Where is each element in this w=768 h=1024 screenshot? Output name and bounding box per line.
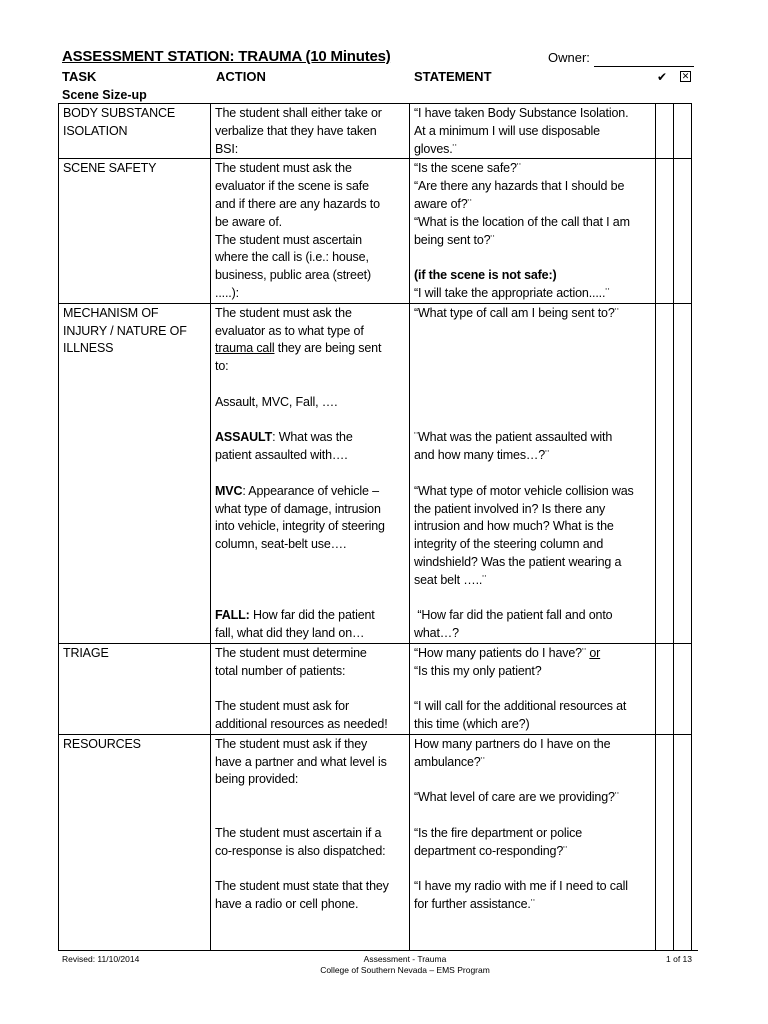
check-cell[interactable] xyxy=(656,734,674,950)
statement-cell xyxy=(410,643,656,734)
action-line: what type of damage, intrusion xyxy=(215,501,381,516)
action-cell xyxy=(211,303,410,643)
statement-line: “What type of motor vehicle collision was xyxy=(414,483,634,498)
action-line: The student shall either take or xyxy=(215,106,382,120)
underlined-or: or xyxy=(589,645,601,660)
task-cell xyxy=(59,159,211,303)
action-line: into vehicle, integrity of steering xyxy=(215,519,385,534)
footer-center xyxy=(280,954,530,976)
action-cell xyxy=(211,104,410,159)
task-cell xyxy=(59,104,211,159)
check-cell[interactable] xyxy=(656,643,674,734)
spacer xyxy=(414,681,651,699)
action-line xyxy=(215,607,405,625)
action-cell xyxy=(211,159,410,303)
action-line: The student must state that they xyxy=(215,879,389,894)
statement-line: “What level of care are we providing?¨ xyxy=(414,790,619,805)
statement-line: “I will take the appropriate action.....¨ xyxy=(414,285,610,300)
task-cell xyxy=(59,734,211,950)
statement-line: “What is the location of the call that I am xyxy=(414,214,630,229)
action-line: evaluator as to what type of xyxy=(215,323,364,338)
spacer xyxy=(414,860,651,878)
task-line: BODY SUBSTANCE xyxy=(63,106,176,120)
statement-line: “Are there any hazards that I should be xyxy=(414,179,625,194)
spacer xyxy=(414,340,651,358)
action-text: How far did the patient xyxy=(249,608,375,623)
action-text: they are being sent xyxy=(274,341,382,356)
task-line: ILLNESS xyxy=(63,341,114,356)
action-line: The student must ask the xyxy=(215,305,352,320)
task-line: RESOURCES xyxy=(63,736,141,751)
spacer xyxy=(414,465,651,483)
spacer xyxy=(414,807,651,825)
table-row-scene-safety xyxy=(59,159,692,303)
table-row-triage xyxy=(59,643,692,734)
task-line: TRIAGE xyxy=(63,645,109,660)
spacer xyxy=(215,789,405,807)
spacer xyxy=(215,376,405,394)
owner-label: Owner: xyxy=(548,50,590,65)
task-cell xyxy=(59,303,211,643)
statement-line: gloves.¨ xyxy=(414,141,457,156)
action-line: verbalize that they have taken xyxy=(215,123,377,138)
action-text: : Appearance of vehicle – xyxy=(242,483,379,498)
action-line: The student must ask for xyxy=(215,699,349,714)
action-line: where the call is (i.e.: house, xyxy=(215,250,369,265)
owner-blank-line xyxy=(594,52,694,67)
spacer xyxy=(414,249,651,267)
action-line: The student must determine xyxy=(215,645,367,660)
spacer xyxy=(215,412,405,430)
statement-line: “I have my radio with me if I need to call xyxy=(414,879,628,894)
action-line xyxy=(215,340,405,358)
statement-line: aware of?¨ xyxy=(414,196,472,211)
spacer xyxy=(215,860,405,878)
action-line: being provided: xyxy=(215,772,299,787)
action-line: have a radio or cell phone. xyxy=(215,897,359,912)
statement-line: “What type of call am I being sent to?¨ xyxy=(414,305,619,320)
fail-cell[interactable] xyxy=(674,104,692,159)
section-heading: Scene Size-up xyxy=(62,88,147,102)
footer-page-number: 1 of 13 xyxy=(666,954,692,964)
action-line: column, seat-belt use…. xyxy=(215,537,347,552)
footer-revised: Revised: 11/10/2014 xyxy=(62,954,140,964)
task-line: SCENE SAFETY xyxy=(63,161,157,176)
action-line: to: xyxy=(215,359,229,374)
statement-line: windshield? Was the patient wearing a xyxy=(414,554,622,569)
statement-line: the patient involved in? Is there any xyxy=(414,501,606,516)
spacer xyxy=(215,590,405,608)
task-line: MECHANISM OF xyxy=(63,305,159,320)
statement-line xyxy=(414,645,651,663)
fall-label: FALL: xyxy=(215,608,250,623)
mvc-label: MVC xyxy=(215,483,243,498)
statement-condition: (if the scene is not safe:) xyxy=(414,268,557,283)
statement-line: and how many times…?¨ xyxy=(414,448,550,463)
spacer xyxy=(215,465,405,483)
action-line xyxy=(215,429,405,447)
statement-cell xyxy=(410,159,656,303)
owner-field xyxy=(548,49,694,67)
task-line: INJURY / NATURE OF xyxy=(63,323,187,338)
action-line: co-response is also dispatched: xyxy=(215,843,386,858)
fail-cell[interactable] xyxy=(674,734,692,950)
fail-cell[interactable] xyxy=(674,303,692,643)
action-line: Assault, MVC, Fall, …. xyxy=(215,394,338,409)
statement-text: “How many patients do I have?¨ xyxy=(414,645,590,660)
table-row-resources xyxy=(59,734,692,950)
statement-line: “Is this my only patient? xyxy=(414,663,542,678)
action-line: .....): xyxy=(215,285,239,300)
statement-line: seat belt …..¨ xyxy=(414,572,487,587)
action-cell xyxy=(211,643,410,734)
action-line: The student must ascertain xyxy=(215,232,362,247)
action-line: and if there are any hazards to xyxy=(215,196,380,211)
statement-line: ¨What was the patient assaulted with xyxy=(414,430,613,445)
action-line: fall, what did they land on… xyxy=(215,626,365,641)
assault-label: ASSAULT xyxy=(215,430,273,445)
spacer xyxy=(215,554,405,572)
spacer xyxy=(414,590,651,608)
spacer xyxy=(414,771,651,789)
title-row xyxy=(62,48,698,68)
spacer xyxy=(215,681,405,699)
action-line: business, public area (street) xyxy=(215,268,371,283)
statement-cell xyxy=(410,104,656,159)
statement-line: “Is the fire department or police xyxy=(414,825,583,840)
action-line: The student must ask if they xyxy=(215,736,368,751)
fail-cell[interactable] xyxy=(674,159,692,303)
checkmark-icon: ✔ xyxy=(657,70,668,84)
statement-line: what…? xyxy=(414,626,459,641)
statement-line: At a minimum I will use disposable xyxy=(414,123,600,138)
action-text: : What was the xyxy=(272,430,353,445)
spacer xyxy=(215,572,405,590)
spacer xyxy=(414,412,651,430)
statement-line: “Is the scene safe?¨ xyxy=(414,161,521,176)
statement-line: integrity of the steering column and xyxy=(414,537,604,552)
document-title: ASSESSMENT STATION: TRAUMA (10 Minutes) xyxy=(62,48,391,65)
spacer xyxy=(215,807,405,825)
statement-line: “I have taken Body Substance Isolation. xyxy=(414,106,629,120)
statement-line: for further assistance.¨ xyxy=(414,897,535,912)
column-header-statement: STATEMENT xyxy=(414,69,492,84)
statement-line: department co-responding?¨ xyxy=(414,843,568,858)
action-cell xyxy=(211,734,410,950)
action-line: have a partner and what level is xyxy=(215,754,387,769)
statement-line: How many partners do I have on the xyxy=(414,736,611,751)
underlined-term: trauma call xyxy=(215,341,275,356)
column-header-action: ACTION xyxy=(216,69,266,84)
action-line: patient assaulted with…. xyxy=(215,448,348,463)
task-line: ISOLATION xyxy=(63,123,128,138)
spacer xyxy=(414,394,651,412)
table-row-mechanism-of-injury xyxy=(59,303,692,643)
footer-rule xyxy=(62,950,698,951)
statement-cell xyxy=(410,734,656,950)
action-line: additional resources as needed! xyxy=(215,717,388,732)
fail-cell[interactable] xyxy=(674,643,692,734)
table-row-bsi xyxy=(59,104,692,159)
action-line: total number of patients: xyxy=(215,663,346,678)
boxed-x-icon: ✕ xyxy=(681,71,690,81)
statement-line: “How far did the patient fall and onto xyxy=(414,608,613,623)
statement-line: “I will call for the additional resources at xyxy=(414,699,627,714)
check-cell[interactable] xyxy=(656,159,674,303)
column-header-task: TASK xyxy=(62,69,97,84)
statement-line: intrusion and how much? What is the xyxy=(414,519,614,534)
footer-doc-name: Assessment - Trauma xyxy=(363,954,447,964)
action-line: be aware of. xyxy=(215,214,282,229)
spacer xyxy=(414,376,651,394)
statement-line: this time (which are?) xyxy=(414,717,530,732)
task-cell xyxy=(59,643,211,734)
action-line: BSI: xyxy=(215,141,239,156)
spacer xyxy=(414,358,651,376)
assessment-table xyxy=(58,103,692,951)
check-cell[interactable] xyxy=(656,303,674,643)
statement-line: ambulance?¨ xyxy=(414,754,485,769)
action-line: evaluator if the scene is safe xyxy=(215,179,369,194)
statement-line: being sent to?¨ xyxy=(414,232,495,247)
statement-cell xyxy=(410,303,656,643)
footer-institution: College of Southern Nevada – EMS Program xyxy=(320,965,490,975)
spacer xyxy=(414,323,651,341)
action-line: The student must ask the xyxy=(215,161,352,176)
check-cell[interactable] xyxy=(656,104,674,159)
action-line xyxy=(215,483,405,501)
action-line: The student must ascertain if a xyxy=(215,825,382,840)
